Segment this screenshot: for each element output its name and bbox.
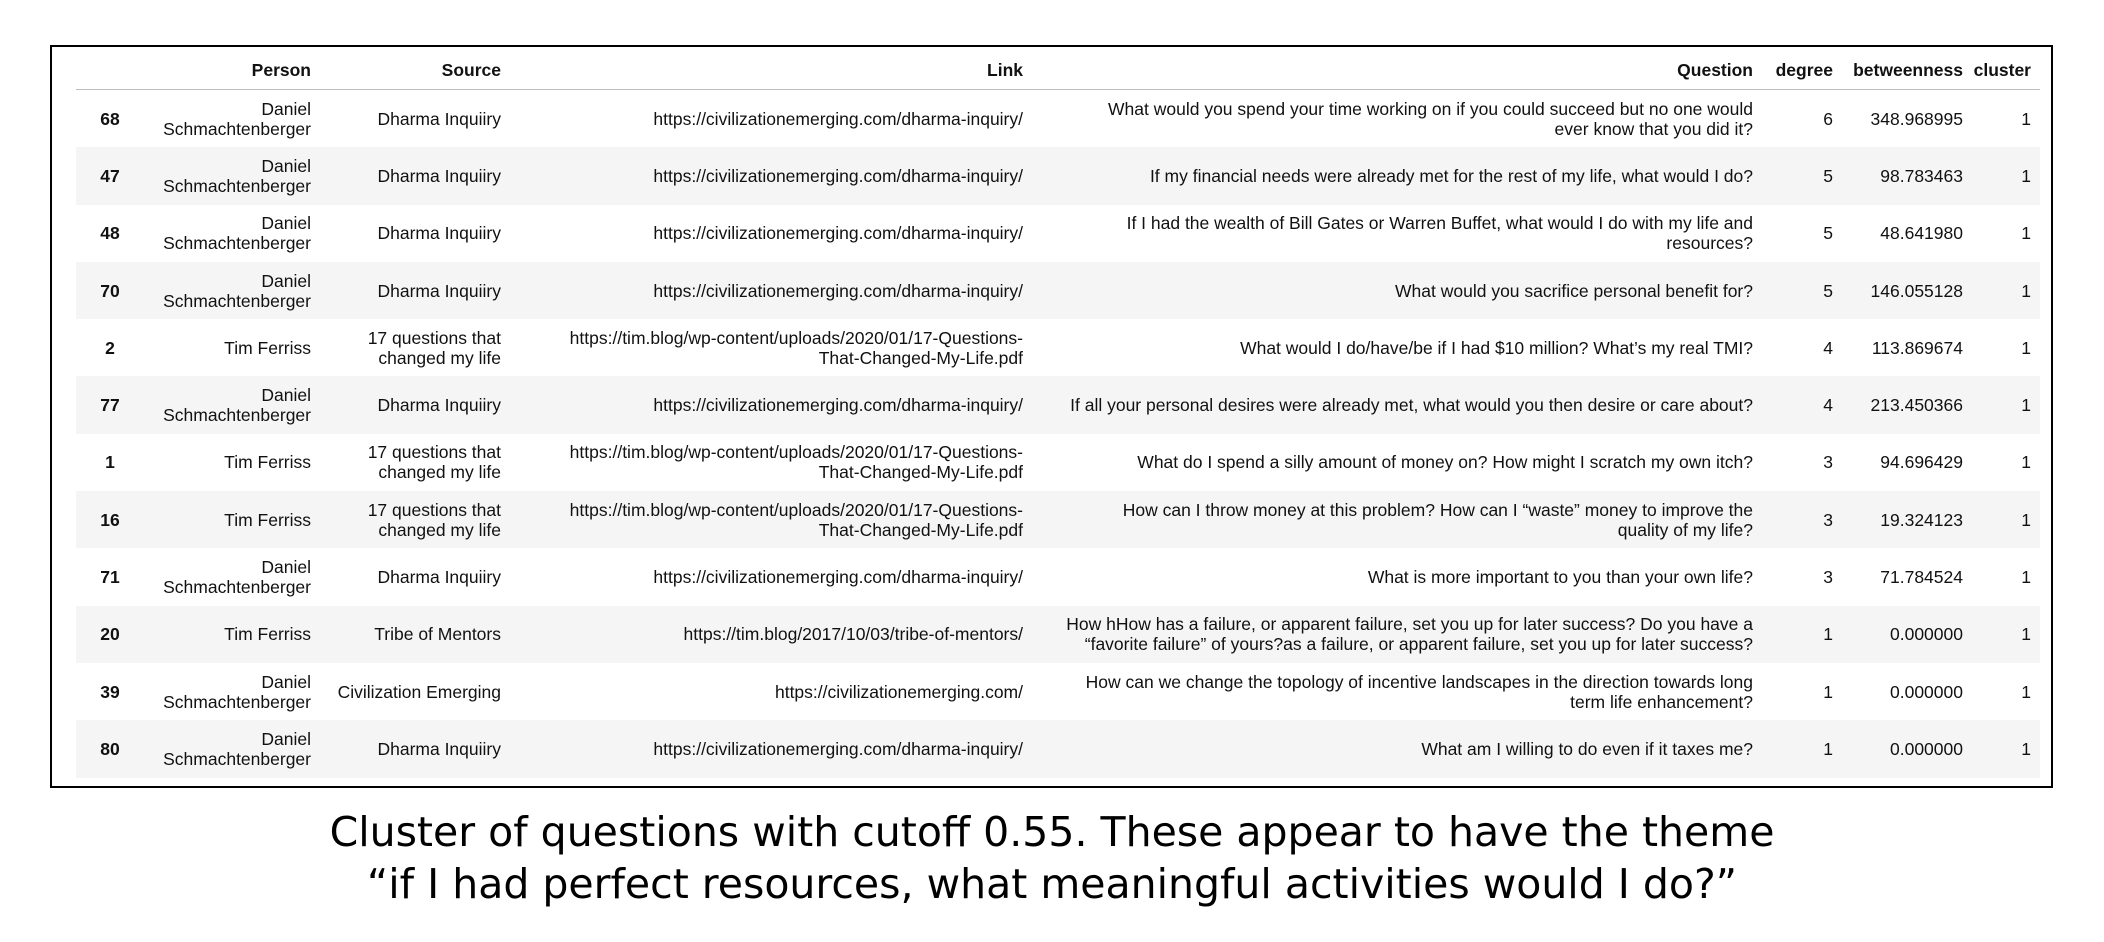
cell-betweenness: 113.869674 <box>1871 337 1963 358</box>
cell-source <box>320 548 510 605</box>
cell-question-line: If I had the wealth of Bill Gates or Warren Buffet, what would I do with my life and <box>1126 213 1753 234</box>
cell-link <box>510 548 1032 605</box>
header-degree: degree <box>1762 52 1842 90</box>
cell-cluster: 1 <box>2021 337 2031 358</box>
cell-link-line: https://civilizationemerging.com/dharma-inquiry/ <box>653 567 1023 588</box>
row-index: 71 <box>100 567 120 588</box>
cell-cluster: 1 <box>1972 720 2040 777</box>
cell-question <box>1032 90 1762 148</box>
cell-person <box>144 606 320 663</box>
row-index: 39 <box>100 681 120 702</box>
cell-question <box>1032 548 1762 605</box>
cell-link-line: That-Changed-My-Life.pdf <box>818 347 1023 368</box>
cell-person-line: Tim Ferriss <box>224 452 311 473</box>
cell-cluster: 1 <box>1972 606 2040 663</box>
cell-cluster: 1 <box>1972 262 2040 319</box>
cell-question-line: term life enhancement? <box>1570 691 1753 712</box>
cell-person-line: Tim Ferriss <box>224 337 311 358</box>
row-index: 20 <box>76 606 144 663</box>
cell-source <box>320 720 510 777</box>
cell-question <box>1032 491 1762 548</box>
cell-link <box>510 90 1032 148</box>
cell-source-line: 17 questions that <box>367 499 501 520</box>
cell-degree: 5 <box>1823 223 1833 244</box>
cell-source-line: changed my life <box>378 347 501 368</box>
cell-question <box>1032 147 1762 204</box>
cell-degree: 5 <box>1762 262 1842 319</box>
cell-link-line: https://civilizationemerging.com/dharma-inquiry/ <box>653 223 1023 244</box>
cell-person-line: Daniel <box>261 671 311 692</box>
table-body <box>76 90 2040 778</box>
cell-betweenness: 146.055128 <box>1842 262 1972 319</box>
cell-betweenness: 94.696429 <box>1880 452 1963 473</box>
cell-person-line: Schmachtenberger <box>163 175 311 196</box>
dataframe-frame <box>50 45 2053 788</box>
cell-source <box>320 90 510 148</box>
cell-source <box>320 147 510 204</box>
cell-source-line: 17 questions that <box>367 442 501 463</box>
cell-person <box>144 205 320 262</box>
cell-source-line: 17 questions that <box>367 327 501 348</box>
cell-source-line: Dharma Inquiiry <box>377 223 501 244</box>
cell-question-line: How can I throw money at this problem? How can I “waste” money to improve the <box>1122 499 1753 520</box>
cell-cluster: 1 <box>2021 452 2031 473</box>
cell-link-line: https://tim.blog/wp-content/uploads/2020/01/17-Questions- <box>569 327 1023 348</box>
cell-person <box>144 434 320 491</box>
row-index: 68 <box>100 108 120 129</box>
table-row <box>76 90 2040 148</box>
cell-source <box>320 262 510 319</box>
cell-betweenness: 0.000000 <box>1842 606 1972 663</box>
cell-question <box>1032 319 1762 376</box>
cell-person-line: Daniel <box>261 728 311 749</box>
cell-degree: 1 <box>1762 720 1842 777</box>
cell-source-line: Dharma Inquiiry <box>377 567 501 588</box>
figure-caption <box>0 806 2104 910</box>
cell-person <box>144 663 320 720</box>
row-index: 1 <box>105 452 115 473</box>
cell-cluster: 1 <box>2021 681 2031 702</box>
cell-source-line: Dharma Inquiiry <box>377 165 501 186</box>
cell-link <box>510 663 1032 720</box>
table-row <box>76 720 2040 777</box>
header-link: Link <box>510 52 1032 90</box>
cell-person-line: Schmachtenberger <box>163 691 311 712</box>
table-row <box>76 262 2040 319</box>
cell-person-line: Schmachtenberger <box>163 748 311 769</box>
cell-link-line: That-Changed-My-Life.pdf <box>818 519 1023 540</box>
header-betweenness: betweenness <box>1842 52 1972 90</box>
cell-question-line: What would you spend your time working on if you could succeed but no one would <box>1108 98 1753 119</box>
cell-link-line: https://civilizationemerging.com/dharma-inquiry/ <box>653 738 1023 759</box>
cell-degree: 3 <box>1823 567 1833 588</box>
table-row <box>76 491 2040 548</box>
cell-source-line: changed my life <box>378 519 501 540</box>
cell-link <box>510 205 1032 262</box>
cell-person-line: Daniel <box>261 557 311 578</box>
cell-source <box>320 376 510 433</box>
caption-line-2: “if I had perfect resources, what meaningful activities would I do?” <box>367 860 1737 908</box>
cell-person <box>144 491 320 548</box>
cell-degree: 3 <box>1823 452 1833 473</box>
row-index: 70 <box>76 262 144 319</box>
cell-person-line: Daniel <box>261 270 311 291</box>
cell-question <box>1032 376 1762 433</box>
cell-question <box>1032 262 1762 319</box>
cell-degree: 3 <box>1762 491 1842 548</box>
cell-source <box>320 434 510 491</box>
table-row <box>76 434 2040 491</box>
header-cluster: cluster <box>1972 52 2040 90</box>
cell-link <box>510 720 1032 777</box>
cell-link <box>510 606 1032 663</box>
cell-question <box>1032 663 1762 720</box>
table-row <box>76 319 2040 376</box>
cell-cluster: 1 <box>1972 147 2040 204</box>
table-row <box>76 205 2040 262</box>
cell-source-line: changed my life <box>378 462 501 483</box>
row-index: 80 <box>76 720 144 777</box>
header-source: Source <box>320 52 510 90</box>
header-row <box>76 52 2040 90</box>
cell-link <box>510 147 1032 204</box>
cell-betweenness: 0.000000 <box>1890 681 1963 702</box>
row-index: 2 <box>105 337 115 358</box>
cell-person <box>144 147 320 204</box>
cell-question-line: How hHow has a failure, or apparent failure, set you up for later success? Do you have a <box>1066 614 1753 635</box>
cell-cluster: 1 <box>1972 491 2040 548</box>
cell-question-line: What am I willing to do even if it taxes me? <box>1421 738 1753 759</box>
cell-betweenness: 348.968995 <box>1870 108 1963 129</box>
cell-question <box>1032 434 1762 491</box>
cell-cluster: 1 <box>2021 108 2031 129</box>
row-index: 48 <box>100 223 120 244</box>
cell-question-line: How can we change the topology of incentive landscapes in the direction towards long <box>1085 671 1753 692</box>
cell-question-line: “favorite failure” of yours?as a failure, or apparent failure, set you up for later success? <box>1084 634 1753 655</box>
cell-link-line: https://civilizationemerging.com/dharma-inquiry/ <box>653 108 1023 129</box>
row-index: 16 <box>76 491 144 548</box>
cell-source-line: Tribe of Mentors <box>374 624 501 645</box>
cell-link-line: That-Changed-My-Life.pdf <box>818 462 1023 483</box>
cell-betweenness: 19.324123 <box>1842 491 1972 548</box>
cell-source-line: Civilization Emerging <box>337 681 501 702</box>
cell-link <box>510 376 1032 433</box>
cell-source <box>320 663 510 720</box>
cell-question-line: ever know that you did it? <box>1554 118 1753 139</box>
cell-person-line: Daniel <box>261 155 311 176</box>
cell-link <box>510 262 1032 319</box>
cell-person-line: Schmachtenberger <box>163 405 311 426</box>
cell-person-line: Daniel <box>261 98 311 119</box>
cell-person <box>144 720 320 777</box>
cell-person-line: Schmachtenberger <box>163 577 311 598</box>
cell-link-line: https://tim.blog/wp-content/uploads/2020/01/17-Questions- <box>569 499 1023 520</box>
cell-person-line: Schmachtenberger <box>163 118 311 139</box>
cell-betweenness: 213.450366 <box>1842 376 1972 433</box>
cell-question-line: quality of my life? <box>1617 519 1753 540</box>
cell-source-line: Dharma Inquiiry <box>377 738 501 759</box>
cell-question-line: If my financial needs were already met for the rest of my life, what would I do? <box>1149 165 1753 186</box>
cell-link-line: https://civilizationemerging.com/dharma-inquiry/ <box>653 280 1023 301</box>
cell-person <box>144 548 320 605</box>
table-row <box>76 663 2040 720</box>
cell-degree: 6 <box>1823 108 1833 129</box>
cell-source-line: Dharma Inquiiry <box>377 108 501 129</box>
cell-link-line: https://tim.blog/wp-content/uploads/2020/01/17-Questions- <box>569 442 1023 463</box>
table-row <box>76 548 2040 605</box>
header-index <box>76 52 144 90</box>
header-person: Person <box>144 52 320 90</box>
cell-person-line: Schmachtenberger <box>163 233 311 254</box>
cell-cluster: 1 <box>2021 223 2031 244</box>
cell-question <box>1032 606 1762 663</box>
cell-link-line: https://tim.blog/2017/10/03/tribe-of-mentors/ <box>683 624 1023 645</box>
cell-source <box>320 491 510 548</box>
cell-degree: 1 <box>1762 606 1842 663</box>
cell-link <box>510 434 1032 491</box>
cell-person <box>144 376 320 433</box>
cell-betweenness: 98.783463 <box>1842 147 1972 204</box>
cell-question <box>1032 720 1762 777</box>
cell-person-line: Tim Ferriss <box>224 509 311 530</box>
cell-betweenness: 71.784524 <box>1880 567 1963 588</box>
cell-person-line: Tim Ferriss <box>224 624 311 645</box>
cell-person-line: Daniel <box>261 385 311 406</box>
cell-source <box>320 205 510 262</box>
cell-person <box>144 90 320 148</box>
cell-question-line: What is more important to you than your own life? <box>1367 567 1753 588</box>
cell-question-line: resources? <box>1666 233 1753 254</box>
cell-question <box>1032 205 1762 262</box>
cell-cluster: 1 <box>1972 376 2040 433</box>
cell-source-line: Dharma Inquiiry <box>377 280 501 301</box>
cell-link <box>510 491 1032 548</box>
cell-degree: 4 <box>1823 337 1833 358</box>
cell-question-line: What would I do/have/be if I had $10 million? What’s my real TMI? <box>1240 337 1753 358</box>
cell-link-line: https://civilizationemerging.com/dharma-inquiry/ <box>653 165 1023 186</box>
cell-question-line: What do I spend a silly amount of money on? How might I scratch my own itch? <box>1137 452 1753 473</box>
cell-source <box>320 319 510 376</box>
cell-person <box>144 319 320 376</box>
cell-link <box>510 319 1032 376</box>
cell-question-line: If all your personal desires were already met, what would you then desire or care about? <box>1070 395 1753 416</box>
row-index: 47 <box>76 147 144 204</box>
table-row <box>76 147 2040 204</box>
cell-betweenness: 48.641980 <box>1880 223 1963 244</box>
cell-source-line: Dharma Inquiiry <box>377 395 501 416</box>
cell-person-line: Schmachtenberger <box>163 290 311 311</box>
caption-line-1: Cluster of questions with cutoff 0.55. These appear to have the theme <box>329 808 1775 856</box>
cell-link-line: https://civilizationemerging.com/dharma-inquiry/ <box>653 395 1023 416</box>
cell-link-line: https://civilizationemerging.com/ <box>774 681 1023 702</box>
cell-degree: 5 <box>1762 147 1842 204</box>
table-row <box>76 606 2040 663</box>
cell-person <box>144 262 320 319</box>
cell-degree: 1 <box>1823 681 1833 702</box>
header-question: Question <box>1032 52 1762 90</box>
cell-betweenness: 0.000000 <box>1842 720 1972 777</box>
cell-degree: 4 <box>1762 376 1842 433</box>
table-row <box>76 376 2040 433</box>
cell-question-line: What would you sacrifice personal benefit for? <box>1395 280 1753 301</box>
cell-person-line: Daniel <box>261 213 311 234</box>
row-index: 77 <box>76 376 144 433</box>
cell-source <box>320 606 510 663</box>
dataframe-table <box>76 52 2040 778</box>
cell-cluster: 1 <box>2021 567 2031 588</box>
